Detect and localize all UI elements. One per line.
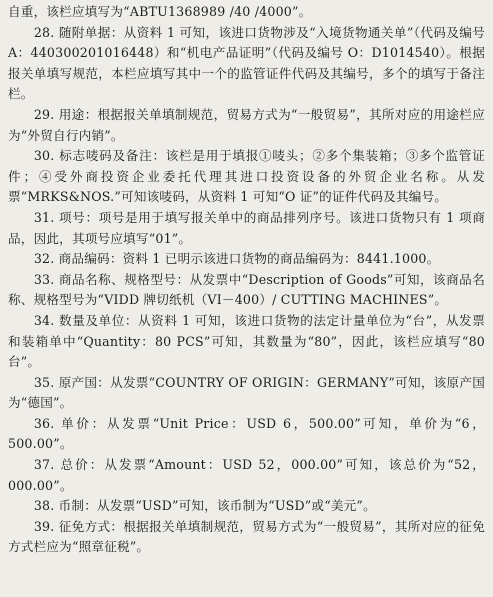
paragraph-item-39-tax-levy-method: 39. 征免方式：根据报关单填制规范，贸易方式为“一般贸易”，其所对应的征免方式栏应为“照章征税”。 — [8, 518, 485, 555]
paragraph-continued-item-27: 自重，该栏应填写为“ABTU1368989 /40 /4000”。 — [8, 4, 312, 19]
paragraph-item-37-total-price: 37. 总价：从发票“Amount：USD 52，000.00”可知，该总价为“52，000.00”。 — [8, 457, 485, 493]
paragraph-item-36-unit-price: 36. 单价：从发票“Unit Price：USD 6，500.00”可知，单价为“6，500.00”。 — [8, 415, 485, 452]
paragraph-item-29-purpose: 29. 用途：根据报关单填制规范，贸易方式为“一般贸易”，其所对应的用途栏应为“外贸自行内销”。 — [8, 106, 485, 143]
paragraph-item-38-currency: 38. 币制：从发票“USD”可知，该币制为“USD”或“美元”。 — [33, 498, 376, 514]
paragraph-item-34-quantity-unit: 34. 数量及单位：从资料 1 可知，该进口货物的法定计量单位为“台”，从发票和装箱单中“Quantity：80 PCS”可知，其数量为“80”，因此，该栏应填写“80 台”。 — [8, 312, 485, 370]
paragraph-item-30-marks-and-remarks: 30. 标志唛码及备注：该栏是用于填报①唛头；②多个集装箱；③多个监管证件；④受外商投资企业委托代理其进口投资设备的外贸企业名称。从发票“MRKS&NOS.”可知该唛码，从资料 1 可知“O 证”的证件代码及其编号。 — [8, 148, 485, 205]
paragraph-item-32-commodity-code: 32. 商品编码：资料 1 已明示该进口货物的商品编码为：8441.1000。 — [33, 251, 440, 267]
paragraph-item-31-item-number: 31. 项号：项号是用于填写报关单中的商品排列序号。该进口货物只有 1 项商品，因此，其项号应填写“01”。 — [8, 209, 485, 246]
paragraph-item-33-goods-name-model: 33. 商品名称、规格型号：从发票中“Description of Goods”可知，该商品名称、规格型号为“VIDD 牌切纸机（VI－400）/ CUTTING MACHINES”。 — [8, 271, 485, 308]
paragraph-item-28-attached-documents: 28. 随附单据：从资料 1 可知，该进口货物涉及“入境货物通关单”（代码及编号 A：440300201016448）和“机电产品证明”（代码及编号 O：D1014540）。根据报关单填写规范，本栏应填写其中一个的监管证件代码及其编号，多个的填写于备注栏。 — [8, 24, 485, 102]
paragraph-item-35-origin-country: 35. 原产国：从发票“COUNTRY OF ORIGIN：GERMANY”可知，该原产国为“德国”。 — [8, 374, 485, 411]
